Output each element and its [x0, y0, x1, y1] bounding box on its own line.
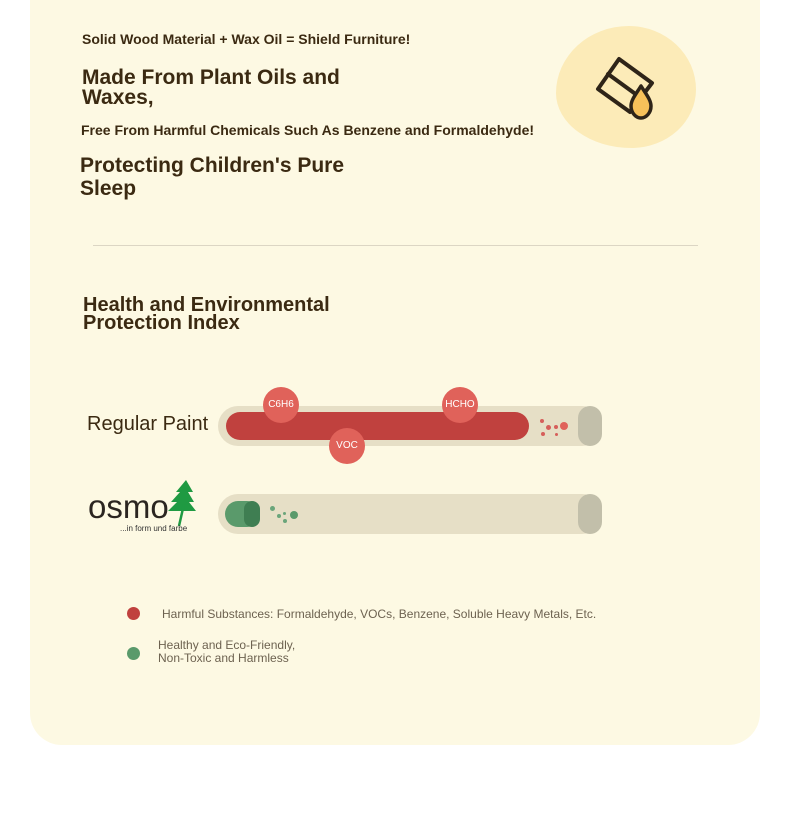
headline-line1: Made From Plant Oils and	[82, 66, 340, 89]
healthy-legend-line1: Healthy and Eco-Friendly,	[158, 638, 296, 652]
c6h6-badge: C6H6	[263, 387, 299, 423]
particle-dot	[290, 511, 298, 519]
index-title-line2: Protection Index	[83, 312, 240, 334]
osmo-track-end	[578, 494, 602, 534]
osmo-track	[218, 494, 602, 534]
particle-dot	[540, 419, 544, 423]
headline2-line2: Sleep	[80, 177, 137, 200]
harmful-legend-text: Harmful Substances: Formaldehyde, VOCs, Benzene, Soluble Heavy Metals, Etc.	[162, 607, 597, 621]
tree-logo-icon	[168, 480, 196, 526]
section-divider	[93, 245, 698, 246]
osmo-level-bar	[225, 501, 260, 527]
regular-paint-track-end	[578, 406, 602, 446]
particle-dot	[555, 433, 558, 436]
headline	[82, 68, 340, 108]
particle-dot	[283, 519, 287, 523]
particle-dot	[277, 514, 281, 518]
healthy-legend-text	[158, 639, 295, 665]
headline-line2: Waxes,	[82, 86, 154, 109]
hcho-badge: HCHO	[442, 387, 478, 423]
regular-paint-label: Regular Paint	[87, 413, 209, 435]
particle-dot	[554, 425, 558, 429]
osmo-logo-text: osmo	[88, 488, 169, 525]
osmo-tagline: ...in form und farbe	[120, 524, 188, 533]
particle-dot	[283, 512, 286, 515]
voc-badge: VOC	[329, 428, 365, 464]
headline2-line1: Protecting Children's Pure	[80, 154, 345, 177]
index-title	[83, 296, 330, 332]
particle-dot	[541, 432, 545, 436]
particle-dot	[560, 422, 568, 430]
index-title-line1: Health and Environmental	[83, 294, 330, 316]
healthy-legend-line2: Non-Toxic and Harmless	[158, 651, 289, 665]
subline: Free From Harmful Chemicals Such As Benzene and Formaldehyde!	[81, 122, 535, 138]
healthy-legend-dot	[127, 647, 140, 660]
harmful-legend-dot	[127, 607, 140, 620]
headline-2	[80, 154, 344, 200]
particle-dot	[546, 425, 551, 430]
particle-dot	[270, 506, 275, 511]
paint-bucket-oil-drop-icon	[590, 52, 660, 124]
tagline: Solid Wood Material + Wax Oil = Shield Furniture!	[82, 31, 411, 47]
